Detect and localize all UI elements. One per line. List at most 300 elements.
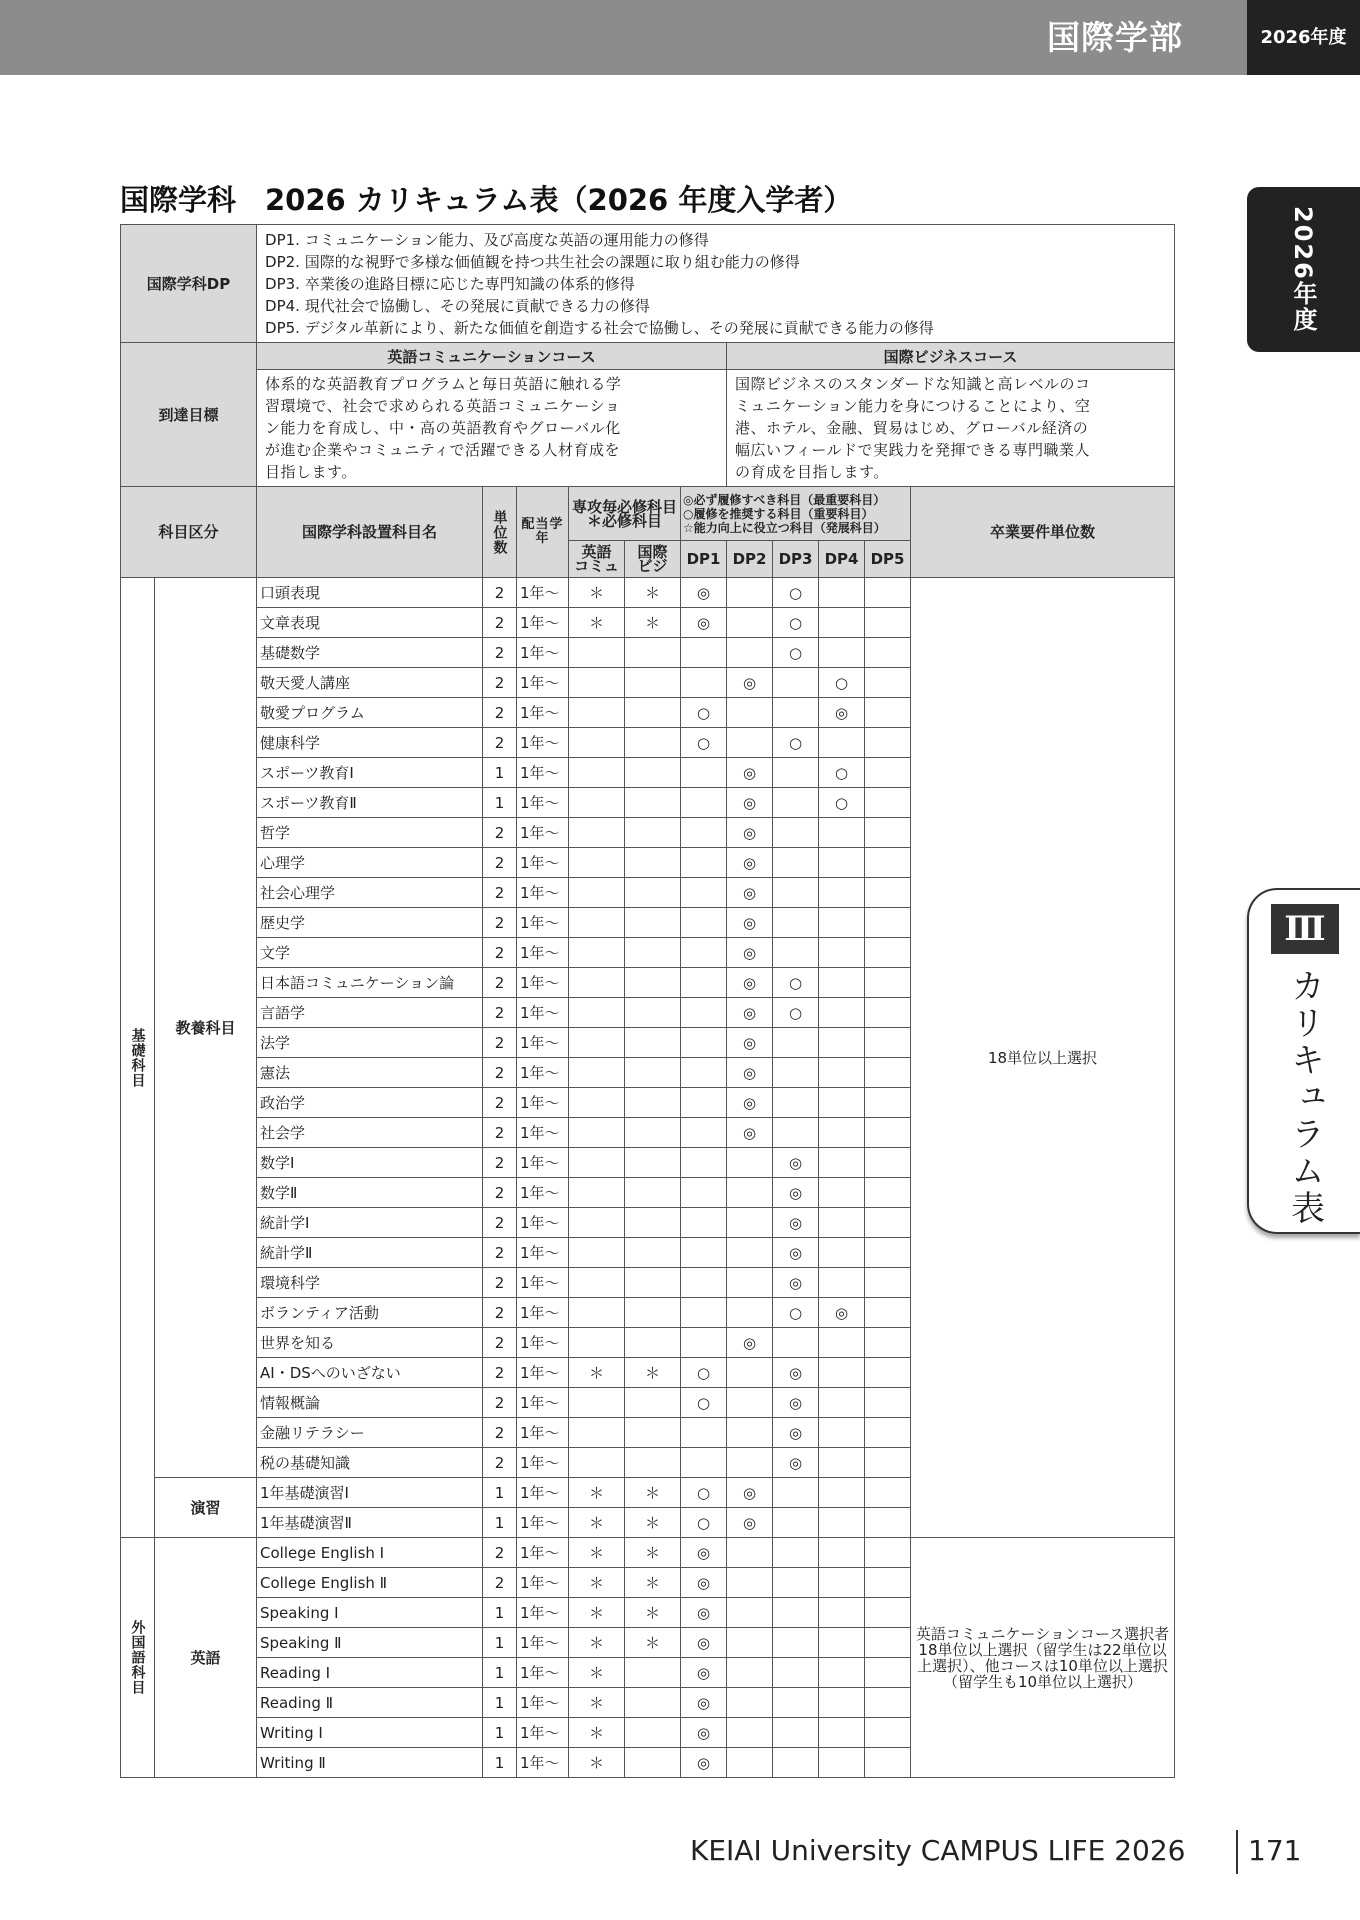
- dp5-mark: [865, 878, 911, 908]
- unit-count: 1: [483, 788, 517, 818]
- dp2-mark: ◎: [727, 788, 773, 818]
- dp2-mark: ◎: [727, 938, 773, 968]
- dp1-mark: ○: [681, 1358, 727, 1388]
- dp3-mark: ◎: [773, 1148, 819, 1178]
- dp5-mark: [865, 1748, 911, 1778]
- subject-name: 基礎数学: [257, 638, 483, 668]
- unit-count: 2: [483, 1028, 517, 1058]
- dp5-mark: [865, 668, 911, 698]
- subject-name: 言語学: [257, 998, 483, 1028]
- assigned-year: 1年〜: [517, 1088, 569, 1118]
- required-biz: [625, 998, 681, 1028]
- dp4-mark: [819, 1208, 865, 1238]
- required-eng: [569, 1088, 625, 1118]
- unit-count: 1: [483, 1508, 517, 1538]
- goal-text-biz: 国際ビジネスのスタンダードな知識と高レベルのコ ミュニケーション能力を身につけることにより、空 港、ホテル、金融、貿易はじめ、グローバル経済の 幅広いフィールドで実践力を発揮できる専門職業人 の育成を目指します。: [727, 370, 1175, 487]
- dp3-mark: [773, 1028, 819, 1058]
- dp2-mark: [727, 1238, 773, 1268]
- dp4-mark: [819, 1688, 865, 1718]
- dp1-mark: [681, 1238, 727, 1268]
- dp3-mark: [773, 1538, 819, 1568]
- required-biz: [625, 1418, 681, 1448]
- subject-name: College English Ⅰ: [257, 1538, 483, 1568]
- required-eng: [569, 848, 625, 878]
- required-biz: [625, 1658, 681, 1688]
- dp1-mark: ○: [681, 1478, 727, 1508]
- group-kyoyo: 教養科目: [155, 578, 257, 1478]
- assigned-year: 1年〜: [517, 1028, 569, 1058]
- dp5-mark: [865, 1028, 911, 1058]
- group-eigo: 英語: [155, 1538, 257, 1778]
- required-biz: [625, 1178, 681, 1208]
- subject-name: 敬天愛人講座: [257, 668, 483, 698]
- dp4-mark: ◎: [819, 1298, 865, 1328]
- dp4-mark: [819, 1118, 865, 1148]
- dp1-mark: [681, 1448, 727, 1478]
- dp5-mark: [865, 1238, 911, 1268]
- required-eng: ＊: [569, 1508, 625, 1538]
- assigned-year: 1年〜: [517, 1118, 569, 1148]
- subject-name: AI・DSへのいざない: [257, 1358, 483, 1388]
- dp2-mark: [727, 1178, 773, 1208]
- dp5-mark: [865, 908, 911, 938]
- faculty-name: 国際学部: [1047, 18, 1183, 57]
- required-biz: [625, 1448, 681, 1478]
- dp1-mark: ○: [681, 1388, 727, 1418]
- dp3-mark: [773, 848, 819, 878]
- dp2-mark: [727, 578, 773, 608]
- dp5-mark: [865, 1208, 911, 1238]
- dp2-mark: [727, 698, 773, 728]
- dp2-mark: [727, 728, 773, 758]
- dp5-mark: [865, 1148, 911, 1178]
- unit-count: 1: [483, 1688, 517, 1718]
- dp5-mark: [865, 1628, 911, 1658]
- dp5-mark: [865, 848, 911, 878]
- required-eng: [569, 1388, 625, 1418]
- required-biz: [625, 1328, 681, 1358]
- header-course-biz: 国際 ビジ: [625, 541, 681, 578]
- dp-item: DP1. コミュニケーション能力、及び高度な英語の運用能力の修得: [265, 230, 709, 249]
- subject-name: Reading Ⅱ: [257, 1688, 483, 1718]
- assigned-year: 1年〜: [517, 1208, 569, 1238]
- dp-item: DP3. 卒業後の進路目標に応じた専門知識の体系的修得: [265, 274, 635, 293]
- dp1-mark: [681, 1208, 727, 1238]
- header-course-eng: 英語 コミュ: [569, 541, 625, 578]
- required-eng: [569, 1418, 625, 1448]
- required-biz: ＊: [625, 1568, 681, 1598]
- dp4-mark: ○: [819, 668, 865, 698]
- required-eng: ＊: [569, 1748, 625, 1778]
- header-required: 専攻毎必修科目 ＊必修科目: [569, 487, 681, 541]
- dp4-mark: ○: [819, 788, 865, 818]
- dp5-mark: [865, 1298, 911, 1328]
- footer-divider: [1236, 1830, 1238, 1874]
- assigned-year: 1年〜: [517, 1268, 569, 1298]
- required-eng: [569, 638, 625, 668]
- unit-count: 1: [483, 1658, 517, 1688]
- required-eng: [569, 938, 625, 968]
- dp3-mark: [773, 1088, 819, 1118]
- assigned-year: 1年〜: [517, 818, 569, 848]
- dp2-mark: ◎: [727, 1028, 773, 1058]
- dp2-mark: ◎: [727, 998, 773, 1028]
- chapter-tab: [1247, 888, 1360, 1234]
- dp1-mark: [681, 1328, 727, 1358]
- dp3-mark: ○: [773, 968, 819, 998]
- dp4-mark: [819, 1748, 865, 1778]
- unit-count: 2: [483, 1448, 517, 1478]
- required-eng: [569, 1208, 625, 1238]
- side-year-text: 2026年度: [1289, 206, 1317, 333]
- group-enshu: 演習: [155, 1478, 257, 1538]
- assigned-year: 1年〜: [517, 848, 569, 878]
- subject-name: 世界を知る: [257, 1328, 483, 1358]
- required-eng: ＊: [569, 1658, 625, 1688]
- required-eng: [569, 1178, 625, 1208]
- required-biz: [625, 908, 681, 938]
- dp2-mark: [727, 1418, 773, 1448]
- dp3-mark: [773, 1748, 819, 1778]
- dp1-mark: ○: [681, 728, 727, 758]
- dp3-mark: [773, 878, 819, 908]
- unit-count: 2: [483, 1238, 517, 1268]
- assigned-year: 1年〜: [517, 1478, 569, 1508]
- unit-count: 2: [483, 1058, 517, 1088]
- dp5-mark: [865, 1598, 911, 1628]
- assigned-year: 1年〜: [517, 1568, 569, 1598]
- required-biz: ＊: [625, 1538, 681, 1568]
- header-legend: ◎必ず履修すべき科目（最重要科目） ○履修を推奨する科目（重要科目） ☆能力向上に役立つ科目（発展科目）: [681, 487, 911, 541]
- dp4-mark: [819, 1598, 865, 1628]
- required-biz: [625, 968, 681, 998]
- assigned-year: 1年〜: [517, 1448, 569, 1478]
- dp4-mark: [819, 1568, 865, 1598]
- dp2-mark: ◎: [727, 1058, 773, 1088]
- dp5-mark: [865, 728, 911, 758]
- dp2-mark: [727, 1718, 773, 1748]
- assigned-year: 1年〜: [517, 728, 569, 758]
- subject-name: 政治学: [257, 1088, 483, 1118]
- subject-name: 統計学Ⅰ: [257, 1208, 483, 1238]
- subject-name: スポーツ教育Ⅱ: [257, 788, 483, 818]
- dp3-mark: ○: [773, 998, 819, 1028]
- table-row: [121, 578, 1175, 608]
- dp3-mark: ◎: [773, 1178, 819, 1208]
- required-eng: ＊: [569, 1538, 625, 1568]
- assigned-year: 1年〜: [517, 1538, 569, 1568]
- top-header-bar: [0, 0, 1360, 75]
- dp-item: DP5. デジタル革新により、新たな価値を創造する社会で協働し、その発展に貢献できる能力の修得: [265, 318, 934, 337]
- dp3-mark: [773, 818, 819, 848]
- dp3-mark: [773, 1478, 819, 1508]
- dp5-mark: [865, 638, 911, 668]
- dp5-mark: [865, 698, 911, 728]
- dp1-mark: ◎: [681, 578, 727, 608]
- dp1-mark: [681, 788, 727, 818]
- dp3-mark: [773, 1118, 819, 1148]
- required-biz: [625, 728, 681, 758]
- dp2-mark: ◎: [727, 1088, 773, 1118]
- dp5-mark: [865, 1328, 911, 1358]
- assigned-year: 1年〜: [517, 1148, 569, 1178]
- required-biz: [625, 1088, 681, 1118]
- dp5-mark: [865, 938, 911, 968]
- assigned-year: 1年〜: [517, 1628, 569, 1658]
- header-dp3: DP3: [773, 541, 819, 578]
- dp4-mark: [819, 908, 865, 938]
- subject-name: 1年基礎演習Ⅰ: [257, 1478, 483, 1508]
- dp3-mark: ◎: [773, 1208, 819, 1238]
- dp3-mark: [773, 1718, 819, 1748]
- required-biz: [625, 758, 681, 788]
- subject-name: 金融リテラシー: [257, 1418, 483, 1448]
- dp1-mark: [681, 818, 727, 848]
- dp2-mark: ◎: [727, 1478, 773, 1508]
- dp5-mark: [865, 1088, 911, 1118]
- unit-count: 2: [483, 1268, 517, 1298]
- required-biz: [625, 1298, 681, 1328]
- header-grad-req: 卒業要件単位数: [911, 487, 1175, 578]
- required-biz: [625, 1688, 681, 1718]
- assigned-year: 1年〜: [517, 578, 569, 608]
- dp2-mark: [727, 1208, 773, 1238]
- required-eng: ＊: [569, 1718, 625, 1748]
- dp2-mark: [727, 1658, 773, 1688]
- assigned-year: 1年〜: [517, 698, 569, 728]
- dp4-mark: [819, 1058, 865, 1088]
- dp3-mark: [773, 1508, 819, 1538]
- dp4-mark: [819, 878, 865, 908]
- dp4-mark: [819, 998, 865, 1028]
- subject-name: 文章表現: [257, 608, 483, 638]
- subject-name: 数学Ⅰ: [257, 1148, 483, 1178]
- subject-name: Speaking Ⅱ: [257, 1628, 483, 1658]
- dp5-mark: [865, 1268, 911, 1298]
- required-eng: [569, 758, 625, 788]
- dp1-mark: [681, 938, 727, 968]
- required-eng: [569, 1148, 625, 1178]
- dp4-mark: [819, 1628, 865, 1658]
- required-biz: [625, 1118, 681, 1148]
- assigned-year: 1年〜: [517, 1358, 569, 1388]
- subject-name: 敬愛プログラム: [257, 698, 483, 728]
- required-eng: [569, 878, 625, 908]
- dp2-mark: [727, 1388, 773, 1418]
- dp4-mark: [819, 1268, 865, 1298]
- page-number: 171: [1248, 1834, 1302, 1867]
- required-eng: [569, 998, 625, 1028]
- subject-name: 数学Ⅱ: [257, 1178, 483, 1208]
- dp4-mark: [819, 1358, 865, 1388]
- dp3-mark: [773, 788, 819, 818]
- unit-count: 2: [483, 1118, 517, 1148]
- header-dp4: DP4: [819, 541, 865, 578]
- required-eng: [569, 1268, 625, 1298]
- required-eng: ＊: [569, 1688, 625, 1718]
- course-name-biz: 国際ビジネスコース: [727, 343, 1175, 370]
- subject-name: スポーツ教育Ⅰ: [257, 758, 483, 788]
- table-row: [121, 1538, 1175, 1568]
- dp1-mark: [681, 848, 727, 878]
- goal-label: 到達目標: [121, 343, 257, 487]
- subject-name: 法学: [257, 1028, 483, 1058]
- required-biz: [625, 698, 681, 728]
- dp2-mark: [727, 1568, 773, 1598]
- dp4-mark: [819, 1658, 865, 1688]
- group-kiso: 基礎科目: [129, 1027, 146, 1088]
- required-eng: [569, 1058, 625, 1088]
- dp5-mark: [865, 1508, 911, 1538]
- unit-count: 2: [483, 908, 517, 938]
- dp3-mark: [773, 1568, 819, 1598]
- dp3-mark: [773, 908, 819, 938]
- dp3-mark: [773, 668, 819, 698]
- required-biz: [625, 1268, 681, 1298]
- dp2-mark: ◎: [727, 968, 773, 998]
- required-eng: [569, 968, 625, 998]
- required-eng: [569, 1448, 625, 1478]
- dp2-mark: [727, 1268, 773, 1298]
- required-biz: ＊: [625, 1598, 681, 1628]
- subject-name: College English Ⅱ: [257, 1568, 483, 1598]
- page-title: 国際学科 2026 カリキュラム表（2026 年度入学者）: [120, 183, 853, 217]
- dp5-mark: [865, 1538, 911, 1568]
- dp2-mark: [727, 1598, 773, 1628]
- dp4-mark: ○: [819, 758, 865, 788]
- dp2-mark: [727, 1688, 773, 1718]
- dp2-mark: ◎: [727, 878, 773, 908]
- dp2-mark: [727, 1358, 773, 1388]
- unit-count: 2: [483, 1178, 517, 1208]
- subject-name: 歴史学: [257, 908, 483, 938]
- dp4-mark: [819, 1028, 865, 1058]
- dp1-mark: [681, 1028, 727, 1058]
- chapter-number: Ⅲ: [1271, 904, 1339, 954]
- dp4-mark: [819, 1418, 865, 1448]
- assigned-year: 1年〜: [517, 758, 569, 788]
- dp5-mark: [865, 968, 911, 998]
- goal-text-eng: 体系的な英語教育プログラムと毎日英語に触れる学 習環境で、社会で求められる英語コミュニケーショ ン能力を育成し、中・高の英語教育やグローバル化 が進む企業やコミュニティで活躍できる人材育成を 目指します。: [257, 370, 727, 487]
- required-eng: [569, 1028, 625, 1058]
- unit-count: 2: [483, 878, 517, 908]
- dp4-mark: [819, 1508, 865, 1538]
- dp1-mark: ◎: [681, 1748, 727, 1778]
- dp3-mark: ◎: [773, 1418, 819, 1448]
- unit-count: 2: [483, 608, 517, 638]
- dp4-mark: [819, 1388, 865, 1418]
- dp5-mark: [865, 578, 911, 608]
- unit-count: 2: [483, 998, 517, 1028]
- required-biz: [625, 938, 681, 968]
- assigned-year: 1年〜: [517, 1508, 569, 1538]
- dp5-mark: [865, 1448, 911, 1478]
- dp2-mark: [727, 1298, 773, 1328]
- assigned-year: 1年〜: [517, 1238, 569, 1268]
- assigned-year: 1年〜: [517, 878, 569, 908]
- subject-name: 1年基礎演習Ⅱ: [257, 1508, 483, 1538]
- dp5-mark: [865, 1358, 911, 1388]
- dp4-mark: [819, 638, 865, 668]
- assigned-year: 1年〜: [517, 1418, 569, 1448]
- grad-req-kiso: 18単位以上選択: [911, 578, 1175, 1538]
- dp1-mark: ◎: [681, 1718, 727, 1748]
- dp3-mark: [773, 1688, 819, 1718]
- footer-text: KEIAI University CAMPUS LIFE 2026: [690, 1834, 1186, 1867]
- subject-name: 情報概論: [257, 1388, 483, 1418]
- assigned-year: 1年〜: [517, 968, 569, 998]
- dp1-mark: [681, 878, 727, 908]
- dp1-mark: ◎: [681, 608, 727, 638]
- required-eng: [569, 788, 625, 818]
- required-eng: [569, 818, 625, 848]
- dp1-mark: [681, 1148, 727, 1178]
- dp2-mark: [727, 1748, 773, 1778]
- dp-label: 国際学科DP: [121, 225, 257, 343]
- group-gaikokugo: 外国語科目: [129, 1620, 146, 1695]
- assigned-year: 1年〜: [517, 998, 569, 1028]
- dp1-mark: ○: [681, 1508, 727, 1538]
- dp5-mark: [865, 608, 911, 638]
- dp3-mark: [773, 1628, 819, 1658]
- unit-count: 2: [483, 848, 517, 878]
- dp5-mark: [865, 1568, 911, 1598]
- unit-count: 2: [483, 1328, 517, 1358]
- dp5-mark: [865, 1058, 911, 1088]
- required-biz: [625, 638, 681, 668]
- subject-name: 健康科学: [257, 728, 483, 758]
- subject-name: 口頭表現: [257, 578, 483, 608]
- required-biz: ＊: [625, 1508, 681, 1538]
- dp2-mark: [727, 638, 773, 668]
- subject-name: 環境科学: [257, 1268, 483, 1298]
- unit-count: 1: [483, 1628, 517, 1658]
- dp5-mark: [865, 758, 911, 788]
- required-eng: ＊: [569, 1568, 625, 1598]
- dp4-mark: [819, 1328, 865, 1358]
- dp4-mark: [819, 1478, 865, 1508]
- dp1-mark: [681, 1088, 727, 1118]
- header-subject: 国際学科設置科目名: [257, 487, 483, 578]
- dp4-mark: [819, 608, 865, 638]
- unit-count: 2: [483, 1148, 517, 1178]
- dp5-mark: [865, 1718, 911, 1748]
- dp5-mark: [865, 1688, 911, 1718]
- dp1-mark: ◎: [681, 1688, 727, 1718]
- dp1-mark: ○: [681, 698, 727, 728]
- dp5-mark: [865, 1178, 911, 1208]
- dp2-mark: ◎: [727, 1508, 773, 1538]
- dp3-mark: [773, 1328, 819, 1358]
- required-biz: ＊: [625, 1478, 681, 1508]
- dp1-mark: [681, 908, 727, 938]
- dp4-mark: [819, 818, 865, 848]
- assigned-year: 1年〜: [517, 1298, 569, 1328]
- assigned-year: 1年〜: [517, 1748, 569, 1778]
- unit-count: 1: [483, 1718, 517, 1748]
- required-eng: ＊: [569, 608, 625, 638]
- unit-count: 2: [483, 1208, 517, 1238]
- dp1-mark: ◎: [681, 1598, 727, 1628]
- required-biz: [625, 1028, 681, 1058]
- required-eng: [569, 1238, 625, 1268]
- dp4-mark: [819, 728, 865, 758]
- dp3-mark: ○: [773, 1298, 819, 1328]
- dp3-mark: ○: [773, 638, 819, 668]
- dp3-mark: ○: [773, 578, 819, 608]
- unit-count: 2: [483, 1358, 517, 1388]
- assigned-year: 1年〜: [517, 1178, 569, 1208]
